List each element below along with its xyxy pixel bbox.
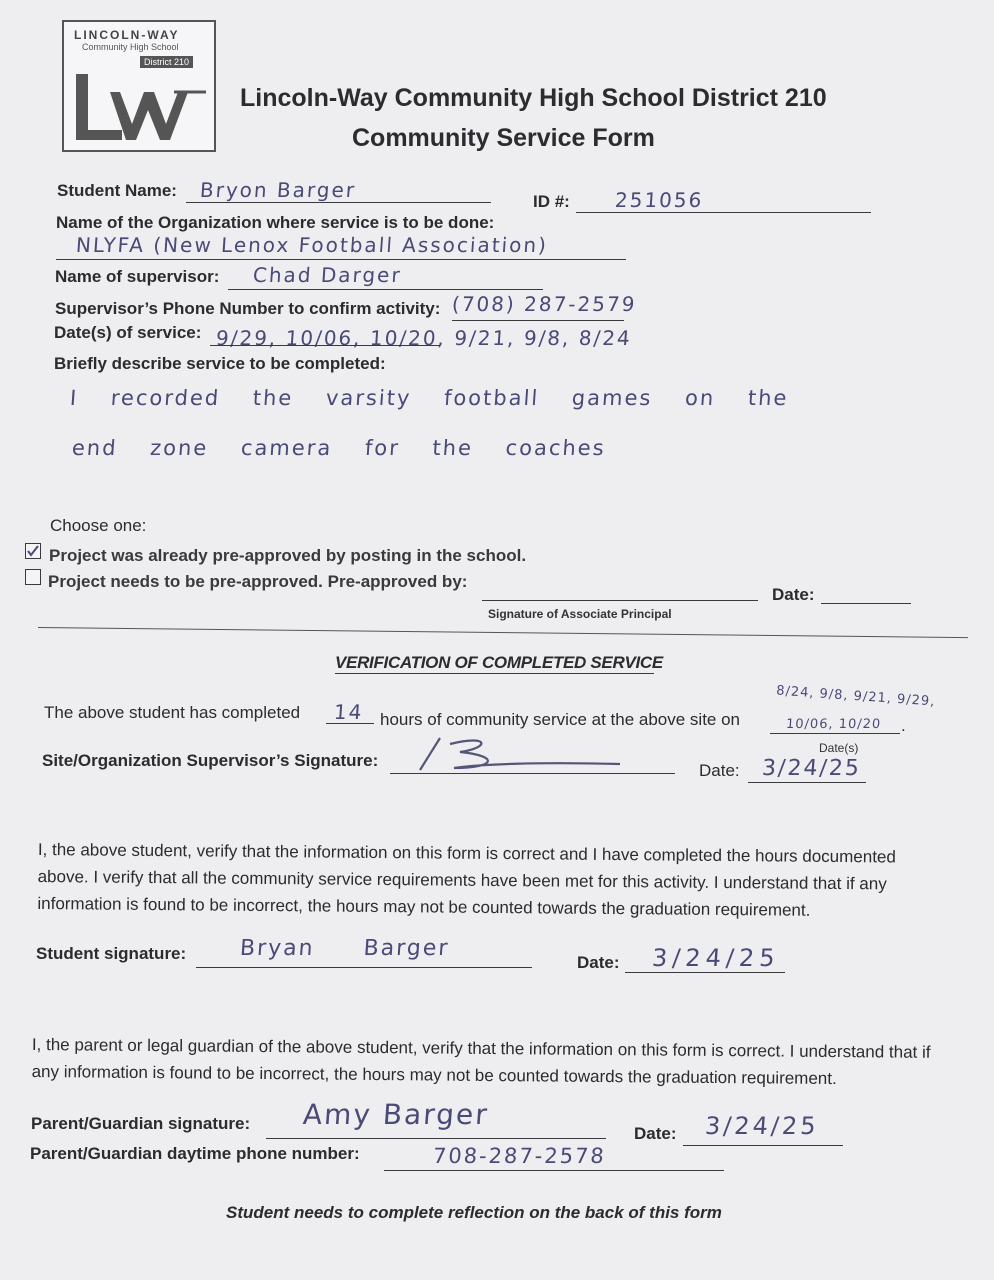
district-logo (62, 20, 216, 152)
parent-phone-value[interactable]: 708-287-2578 (432, 1144, 607, 1168)
parent-phone-label: Parent/Guardian daytime phone number: (30, 1144, 360, 1163)
id-label: ID #: (533, 192, 570, 211)
id-value[interactable]: 251056 (614, 188, 705, 212)
supervisor-value[interactable]: Chad Darger (252, 263, 403, 287)
verified-dates-line-1[interactable]: 8/24, 9/8, 9/21, 9/29, (775, 683, 936, 710)
supervisor-signature-label: Site/Organization Supervisor’s Signature: (42, 751, 379, 770)
organization-label: Name of the Organization where service is to be done: (56, 213, 495, 232)
parent-phone-line (384, 1170, 724, 1171)
supervisor-date-label: Date: (699, 761, 740, 780)
supervisor-line (228, 289, 543, 290)
parent-date-label: Date: (634, 1124, 677, 1143)
option-needs-approval-label: Project needs to be pre-approved. Pre-approved by: (48, 572, 468, 591)
student-name-label: Student Name: (57, 181, 177, 200)
completed-prefix: The above student has completed (44, 703, 301, 722)
describe-service-line-2[interactable]: end zone camera for the coaches (71, 436, 607, 460)
id-line (576, 212, 871, 213)
preapproval-date-line (821, 603, 911, 604)
choose-one-heading: Choose one: (50, 516, 147, 535)
dates-of-service-label: Date(s) of service: (54, 323, 202, 342)
student-name-line (186, 202, 491, 203)
describe-service-label: Briefly describe service to be completed: (54, 354, 386, 373)
student-date-label: Date: (577, 953, 620, 972)
student-date-line (625, 972, 785, 973)
student-date-value[interactable]: 3/24/25 (651, 944, 781, 972)
verified-dates-line (770, 733, 900, 734)
completed-suffix: hours of community service at the above site on (380, 710, 741, 729)
form-subtitle: Community Service Form (352, 124, 655, 152)
organization-line (56, 259, 626, 260)
verification-heading: VERIFICATION OF COMPLETED SERVICE (335, 653, 663, 672)
hours-value[interactable]: 14 (333, 700, 365, 724)
describe-service-line-1[interactable]: I recorded the varsity football games on the (69, 386, 790, 410)
dates-of-service-value[interactable]: 9/29, 10/06, 10/20, 9/21, 9/8, 8/24 (215, 326, 633, 350)
supervisor-phone-label: Supervisor’s Phone Number to confirm activity: (55, 299, 441, 318)
logo-name: LINCOLN-WAY (74, 28, 180, 42)
parent-date-line (683, 1145, 843, 1146)
option-needs-approval-checkbox[interactable] (25, 569, 41, 585)
student-signature-label: Student signature: (36, 944, 187, 963)
organization-value[interactable]: NLYFA (New Lenox Football Association) (75, 233, 549, 257)
parent-signature-value[interactable]: Amy Barger (301, 1098, 490, 1131)
parent-verification-paragraph: I, the parent or legal guardian of the above student, verify that the information on this form is correct. I understand that if any information is found to be incorrect, the hours may not be counted towards the graduation requirement. (31, 1034, 931, 1089)
associate-principal-signature-line (482, 600, 758, 601)
parent-signature-label: Parent/Guardian signature: (31, 1114, 251, 1133)
logo-district: District 210 (140, 56, 193, 68)
student-signature-line (196, 967, 532, 968)
option-preapproved-checkbox[interactable] (25, 543, 41, 559)
reflection-note: Student needs to complete reflection on the back of this form (226, 1203, 722, 1222)
supervisor-phone-line (452, 320, 624, 321)
checkmark-icon (26, 544, 40, 558)
associate-principal-caption: Signature of Associate Principal (488, 607, 672, 621)
supervisor-signature[interactable] (400, 734, 630, 774)
student-signature-value[interactable]: Bryan Barger (239, 936, 451, 961)
preapproval-date-label: Date: (772, 585, 815, 604)
option-preapproved-label: Project was already pre-approved by posting in the school. (49, 546, 527, 565)
verified-dates-line-2[interactable]: 10/06, 10/20 (785, 717, 882, 732)
parent-signature-line (266, 1138, 606, 1139)
form-title: Lincoln-Way Community High School District 210 (240, 84, 827, 112)
student-name-value[interactable]: Bryon Barger (199, 178, 357, 202)
verification-heading-underline (335, 673, 654, 674)
student-verification-paragraph: I, the above student, verify that the information on this form is correct and I have completed the hours documented above. I verify that all the community service requirements have been met for this activity. I understand that if any information is found to be incorrect, the hours may not be counted towards the graduation requirement. (37, 839, 896, 920)
supervisor-date-line (748, 782, 866, 783)
dates-of-service-line (210, 345, 440, 346)
logo-subtitle: Community High School (82, 42, 179, 52)
parent-date-value[interactable]: 3/24/25 (704, 1112, 820, 1140)
supervisor-phone-value[interactable]: (708) 287-2579 (451, 292, 638, 316)
hours-line (326, 723, 374, 724)
supervisor-signature-line (390, 773, 675, 774)
supervisor-label: Name of supervisor: (55, 267, 220, 286)
supervisor-date-value[interactable]: 3/24/25 (761, 756, 862, 781)
lw-logo-icon (70, 52, 210, 146)
section-divider (38, 627, 968, 638)
verified-dates-period: . (901, 716, 906, 735)
verified-dates-caption: Date(s) (819, 741, 859, 755)
